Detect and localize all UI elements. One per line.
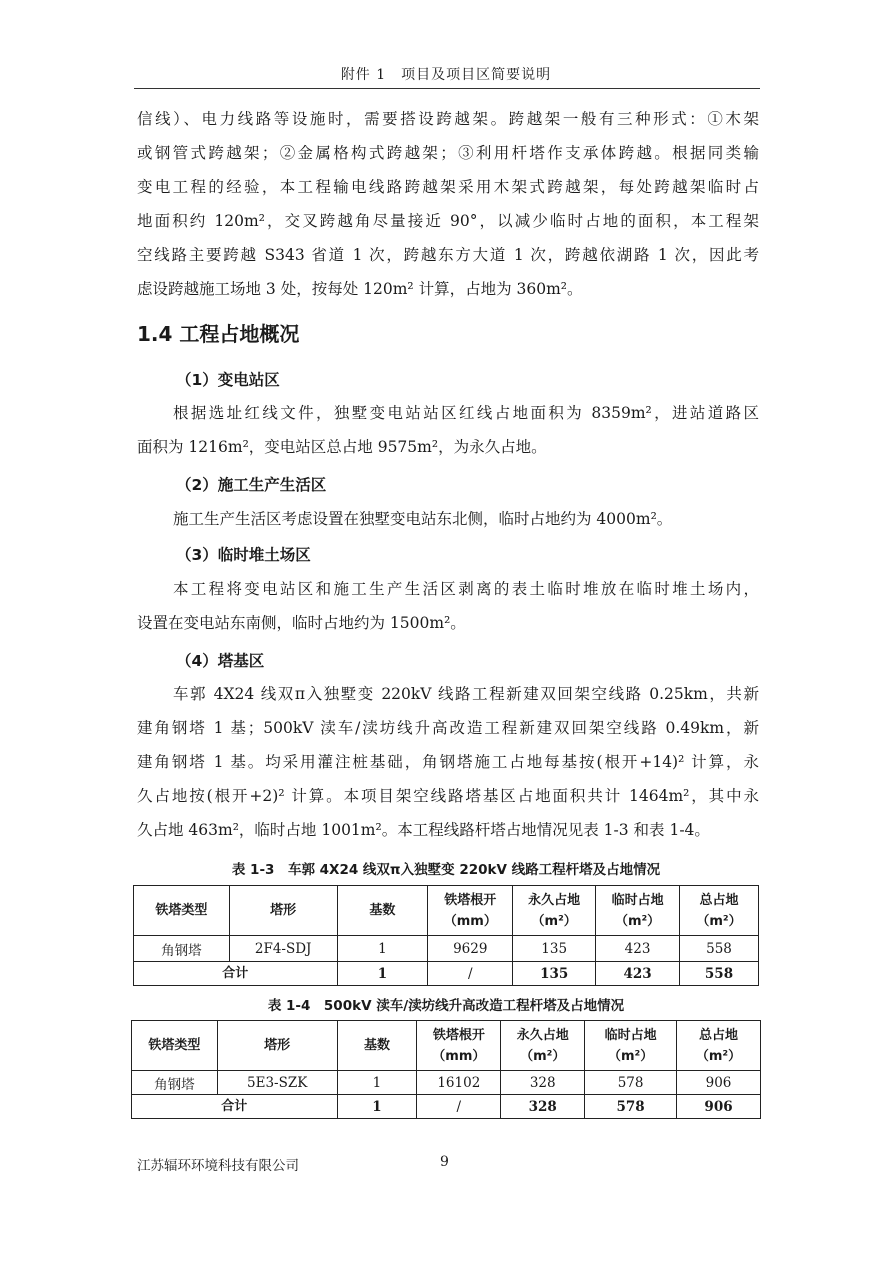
- sub4-line: 车郭 4X24 线双π入独墅变 220kV 线路工程新建双回架空线路 0.25km，共新: [173, 685, 759, 703]
- sub3-line: 本工程将变电站区和施工生产生活区剥离的表土临时堆放在临时堆土场内，: [173, 580, 759, 598]
- header-cell: 塔形: [229, 886, 337, 936]
- cell: 423: [596, 936, 680, 962]
- header-cell: 塔形: [217, 1021, 337, 1071]
- cell: 角钢塔: [134, 936, 230, 962]
- header-cell: 铁塔类型: [132, 1021, 218, 1071]
- header-cell: 铁塔类型: [134, 886, 230, 936]
- cell: 9629: [428, 936, 513, 962]
- sub1-heading: （1）变电站区: [176, 371, 280, 389]
- header-rule: [134, 88, 760, 89]
- table-header-row: [134, 886, 759, 936]
- table2-caption: 表 1-4 500kV 渎车/渎坊线升高改造工程杆塔及占地情况: [267, 998, 625, 1014]
- cell: 16102: [417, 1071, 501, 1095]
- header-cell: 临时占地 （m²）: [596, 886, 680, 936]
- cell: 135: [513, 962, 596, 986]
- cell: 906: [677, 1095, 761, 1119]
- header-cell: 临时占地 （m²）: [585, 1021, 677, 1071]
- table-row: [132, 1071, 761, 1095]
- header-cell: 永久占地 （m²）: [501, 1021, 585, 1071]
- footer-company: 江苏辐环环境科技有限公司: [137, 1158, 299, 1174]
- cell: /: [428, 962, 513, 986]
- header-cell: 永久占地 （m²）: [513, 886, 596, 936]
- sub3-paragraph: [137, 572, 759, 640]
- header-cell: 铁塔根开 （mm）: [417, 1021, 501, 1071]
- table-header-row: [132, 1021, 761, 1071]
- sub4-line: 久占地 463m²，临时占地 1001m²。本工程线路杆塔占地情况见表 1-3 和表 1-4。: [137, 821, 710, 839]
- cell: 5E3-SZK: [217, 1071, 337, 1095]
- sub2-heading: （2）施工生产生活区: [176, 476, 327, 494]
- table2: [131, 1020, 761, 1119]
- intro-line: 虑设跨越施工场地 3 处，按每处 120m² 计算，占地为 360m²。: [137, 280, 583, 298]
- cell: 423: [596, 962, 680, 986]
- cell: 角钢塔: [132, 1071, 218, 1095]
- sub2-line: 施工生产生活区考虑设置在独墅变电站东北侧，临时占地约为 4000m²。: [173, 510, 673, 528]
- cell: 1: [337, 936, 428, 962]
- table-total-row: [132, 1095, 761, 1119]
- intro-line: 变电工程的经验，本工程输电线路跨越架采用木架式跨越架，每处跨越架临时占: [137, 178, 759, 196]
- intro-paragraph: [137, 102, 759, 306]
- sub4-heading: （4）塔基区: [176, 652, 265, 670]
- section-title: 1.4 工程占地概况: [137, 322, 300, 346]
- sub1-paragraph: [137, 396, 759, 464]
- cell: 578: [585, 1095, 677, 1119]
- header-cell: 基数: [337, 1021, 417, 1071]
- cell: 578: [585, 1071, 677, 1095]
- intro-line: 地面积约 120m²，交叉跨越角尽量接近 90°，以减少临时占地的面积，本工程架: [137, 212, 759, 230]
- cell: 558: [680, 962, 759, 986]
- total-label: 合计: [134, 962, 338, 986]
- cell: 2F4-SDJ: [229, 936, 337, 962]
- cell: 328: [501, 1071, 585, 1095]
- intro-line: 信线）、电力线路等设施时，需要搭设跨越架。跨越架一般有三种形式：①木架: [137, 110, 759, 128]
- total-label: 合计: [132, 1095, 338, 1119]
- sub3-heading: （3）临时堆土场区: [176, 546, 311, 564]
- header-cell: 总占地 （m²）: [677, 1021, 761, 1071]
- cell: 135: [513, 936, 596, 962]
- sub2-paragraph: [137, 502, 759, 536]
- table1-caption: 表 1-3 车郭 4X24 线双π入独墅变 220kV 线路工程杆塔及占地情况: [231, 862, 661, 878]
- sub4-line: 建角钢塔 1 基。均采用灌注桩基础，角钢塔施工占地每基按(根开+14)² 计算，永: [137, 753, 759, 771]
- cell: 1: [337, 962, 428, 986]
- intro-line: 空线路主要跨越 S343 省道 1 次，跨越东方大道 1 次，跨越依湖路 1 次，因此考: [137, 246, 759, 264]
- cell: 1: [337, 1071, 417, 1095]
- cell: 328: [501, 1095, 585, 1119]
- cell: 906: [677, 1071, 761, 1095]
- intro-line: 或钢管式跨越架；②金属格构式跨越架；③利用杆塔作支承体跨越。根据同类输: [137, 144, 759, 162]
- page-header-title: 附件 1 项目及项目区简要说明: [340, 67, 552, 83]
- table1: [133, 885, 759, 986]
- cell: /: [417, 1095, 501, 1119]
- header-cell: 总占地 （m²）: [680, 886, 759, 936]
- page-number: 9: [440, 1154, 449, 1170]
- sub4-paragraph: [137, 677, 759, 847]
- sub4-line: 建角钢塔 1 基；500kV 渎车/渎坊线升高改造工程新建双回架空线路 0.49km，新: [137, 719, 759, 737]
- cell: 1: [337, 1095, 417, 1119]
- sub3-line: 设置在变电站东南侧，临时占地约为 1500m²。: [137, 614, 466, 632]
- cell: 558: [680, 936, 759, 962]
- table-row: [134, 936, 759, 962]
- header-cell: 基数: [337, 886, 428, 936]
- sub1-line: 面积为 1216m²，变电站区总占地 9575m²，为永久占地。: [137, 438, 547, 456]
- sub4-line: 久占地按(根开+2)² 计算。本项目架空线路塔基区占地面积共计 1464m²，其中永: [137, 787, 759, 805]
- sub1-line: 根据选址红线文件，独墅变电站站区红线占地面积为 8359m²，进站道路区: [173, 404, 759, 422]
- header-cell: 铁塔根开 （mm）: [428, 886, 513, 936]
- table-total-row: [134, 962, 759, 986]
